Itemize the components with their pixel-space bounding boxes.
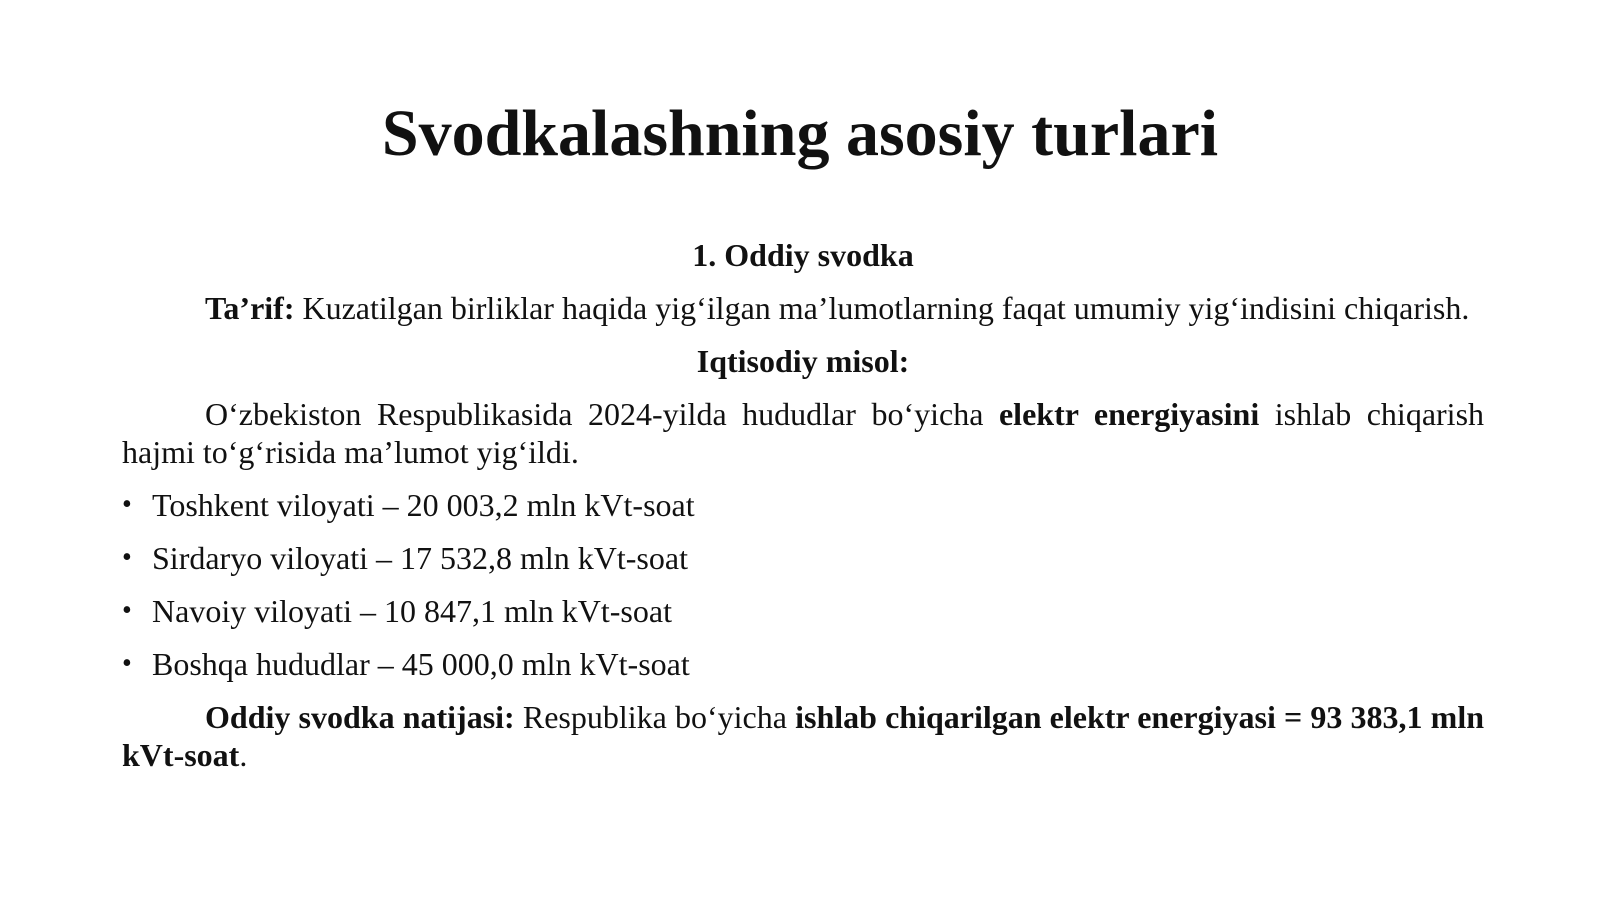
result-text-after: .	[239, 737, 248, 773]
example-text-after: ishlab chiqarish hajmi to‘g‘risida ma’lumot yig‘ildi.	[122, 396, 1485, 470]
definition-label: Ta’rif:	[205, 290, 295, 326]
definition-paragraph	[122, 289, 1484, 327]
bullet-icon: •	[122, 648, 132, 679]
result-label: Oddiy svodka natijasi:	[205, 699, 515, 735]
result-paragraph	[122, 698, 1484, 774]
list-item	[122, 645, 1484, 683]
section-heading: 1. Oddiy svodka	[692, 237, 914, 273]
bullet-icon: •	[122, 542, 132, 573]
result-text-before: Respublika bo‘yicha	[514, 699, 796, 735]
list-item-text: Boshqa hududlar – 45 000,0 mln kVt-soat	[152, 646, 690, 682]
bullet-icon: •	[122, 595, 132, 626]
list-item	[122, 486, 1484, 524]
example-heading: Iqtisodiy misol:	[696, 343, 910, 379]
region-list	[122, 486, 1484, 683]
list-item-text: Navoiy viloyati – 10 847,1 mln kVt-soat	[152, 593, 672, 629]
example-paragraph	[122, 395, 1484, 471]
slide-title: Svodkalashning asosiy turlari	[381, 97, 1219, 170]
example-text-bold: elektr energiyasini	[998, 396, 1260, 432]
list-item-text: Toshkent viloyati – 20 003,2 mln kVt-soat	[152, 487, 695, 523]
definition-text: Kuzatilgan birliklar haqida yig‘ilgan ma’lumotlarning faqat umumiy yig‘indisini chiqarish.	[294, 290, 1470, 326]
list-item	[122, 539, 1484, 577]
slide-content	[122, 236, 1484, 789]
bullet-icon: •	[122, 489, 132, 520]
list-item-text: Sirdaryo viloyati – 17 532,8 mln kVt-soat	[152, 540, 688, 576]
result-text-bold: ishlab chiqarilgan elektr energiyasi = 93 383,1 mln kVt-soat	[122, 699, 1485, 773]
list-item	[122, 592, 1484, 630]
example-text-before: O‘zbekiston Respublikasida 2024-yilda hududlar bo‘yicha	[205, 396, 999, 432]
